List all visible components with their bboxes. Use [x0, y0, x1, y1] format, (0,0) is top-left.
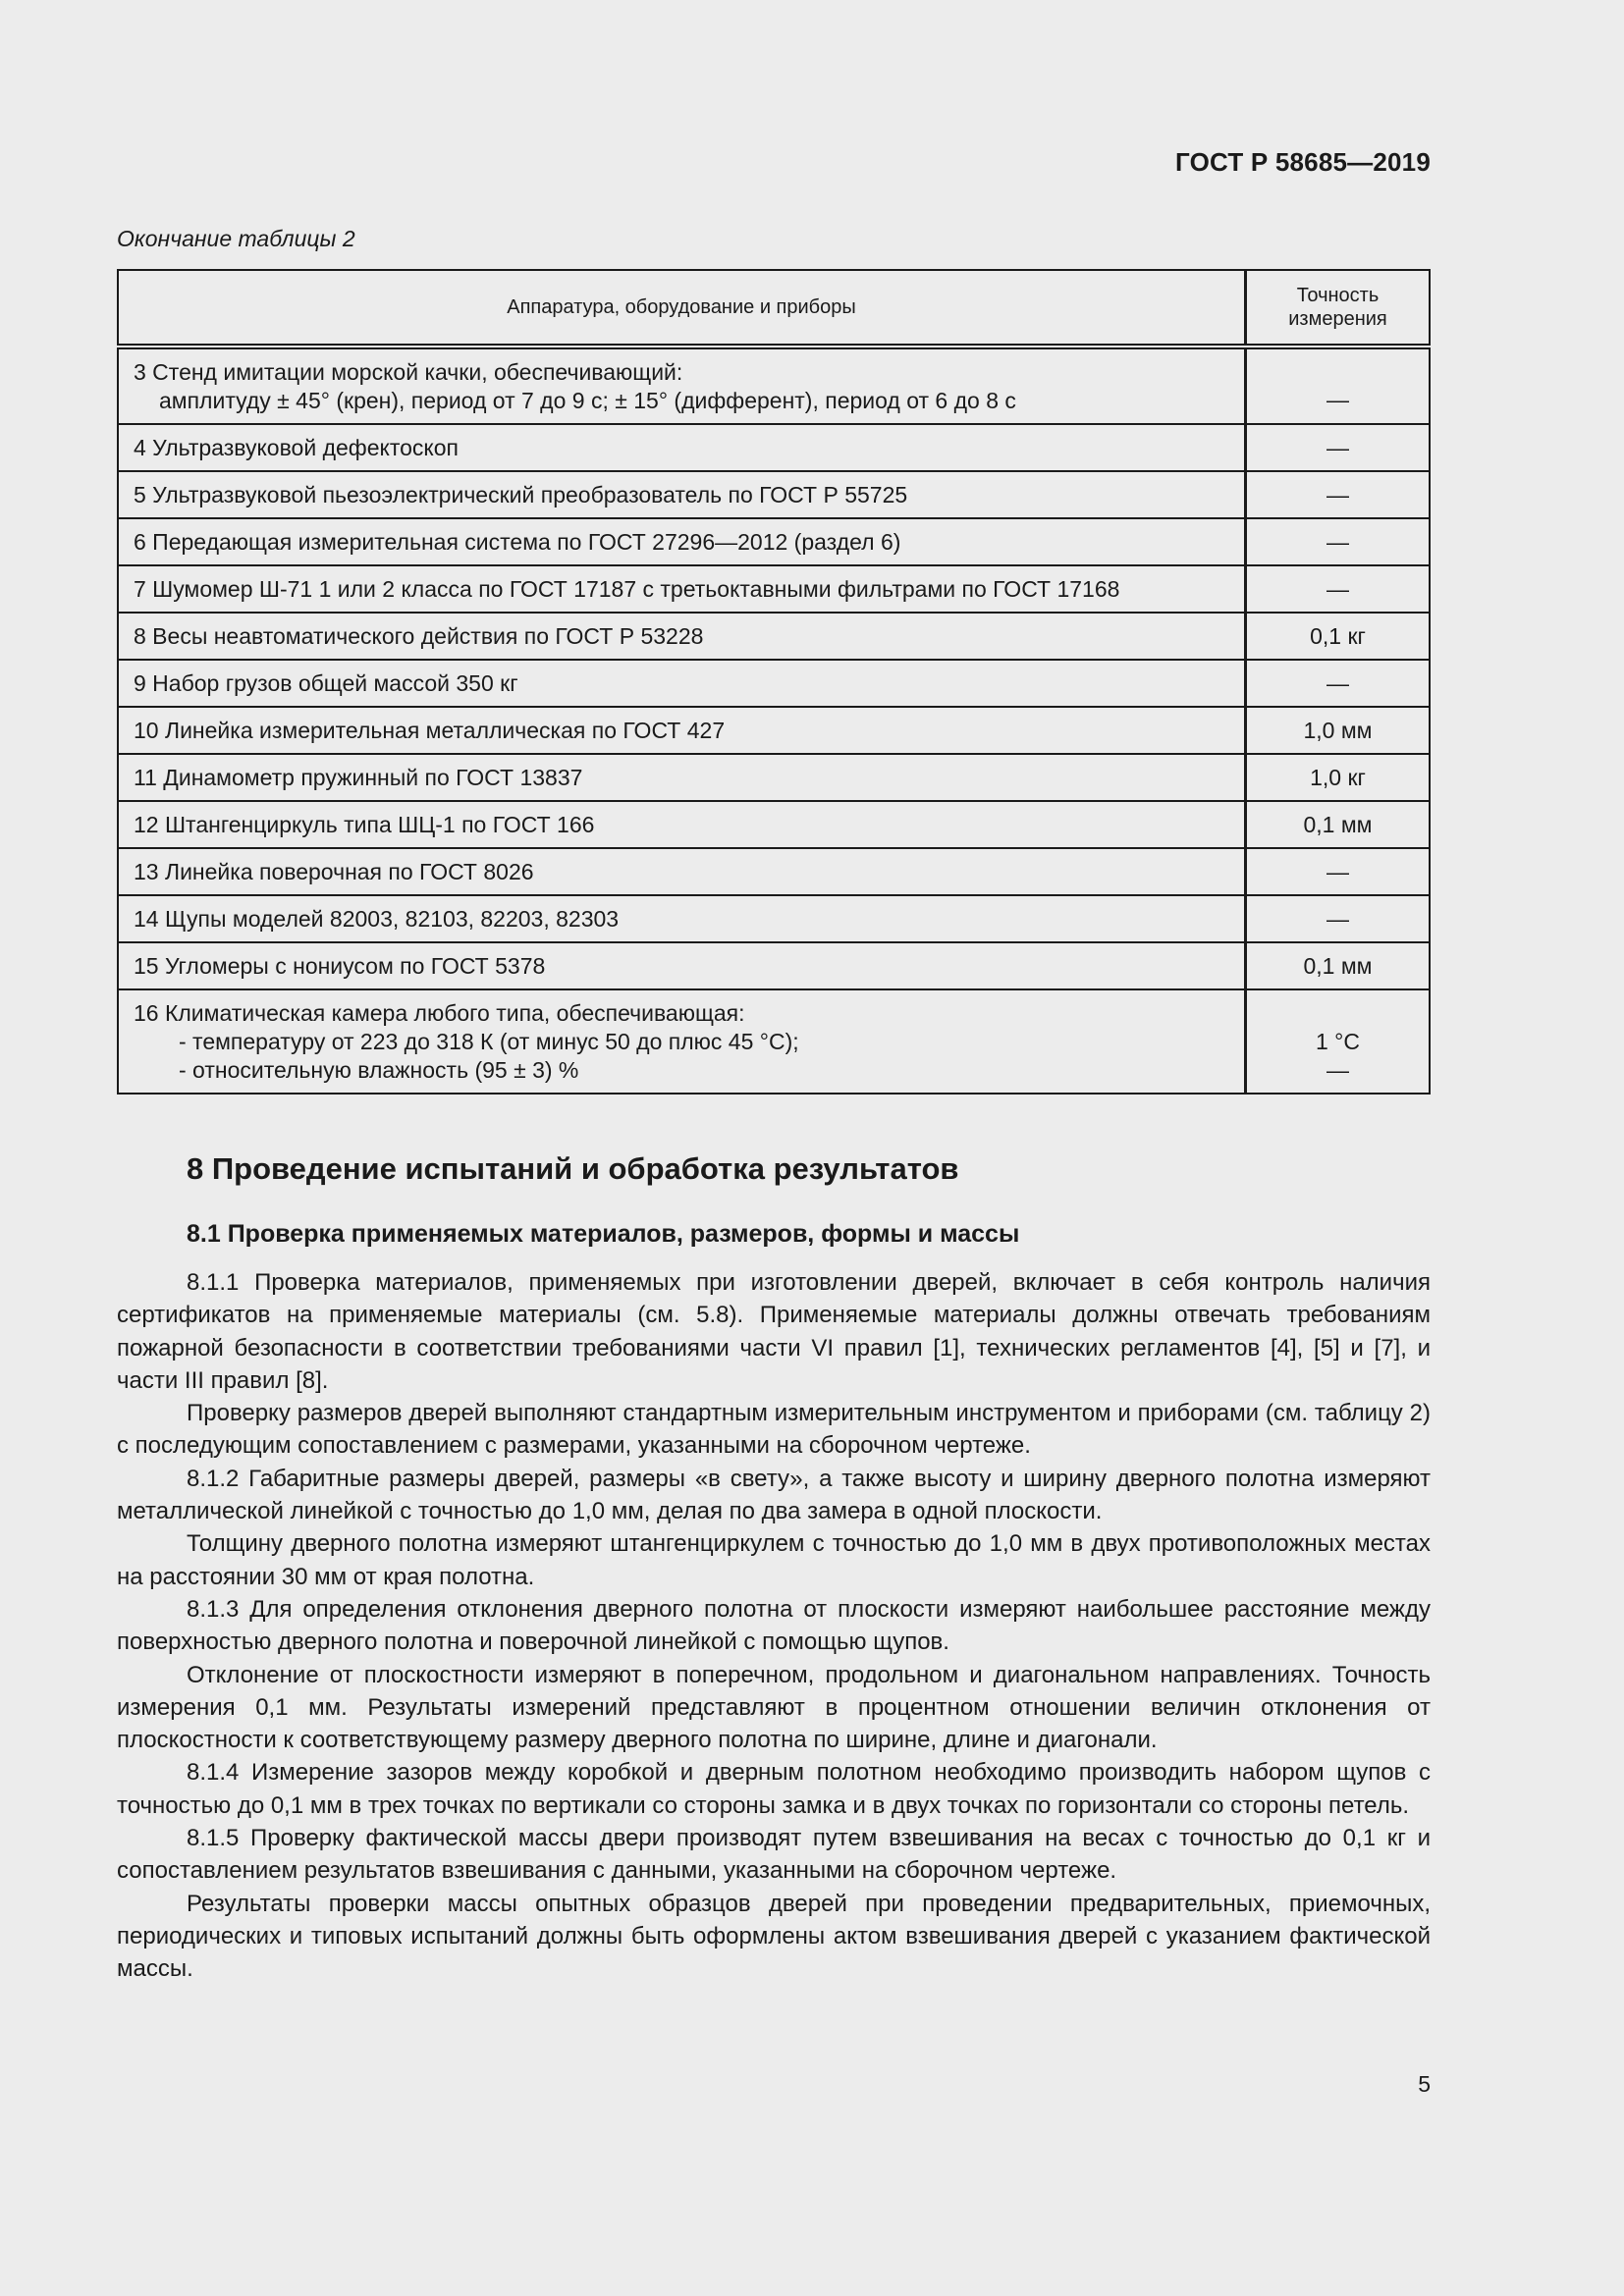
accuracy-value: —	[1246, 424, 1431, 471]
accuracy-value: —	[1246, 565, 1431, 613]
accuracy-value: —	[1246, 660, 1431, 707]
table-row	[118, 347, 1430, 424]
equipment-name: 4 Ультразвуковой дефектоскоп	[118, 424, 1246, 471]
document-code: ГОСТ Р 58685—2019	[1175, 147, 1431, 177]
table-row	[118, 518, 1430, 565]
table-row	[118, 848, 1430, 895]
accuracy-value: —	[1246, 518, 1431, 565]
section-body	[117, 1266, 1431, 1986]
table-header-row	[118, 270, 1430, 347]
paragraph: 8.1.1 Проверка материалов, применяемых при изготовлении дверей, включает в себя контроль наличия сертификатов на применяемые материалы (см. 5.8). Применяемые материалы должны отвечать требованиям пожарной безопасности в соответствии требованиями части VI правил [1], технических регламентов [4], [5] и [7], и части III правил [8].	[117, 1269, 1431, 1394]
table-row	[118, 707, 1430, 754]
equipment-name: 12 Штангенциркуль типа ШЦ-1 по ГОСТ 166	[118, 801, 1246, 848]
accuracy-value: —	[1246, 848, 1431, 895]
accuracy-value: 1,0 мм	[1246, 707, 1431, 754]
accuracy-value: 0,1 мм	[1246, 801, 1431, 848]
table-row	[118, 565, 1430, 613]
table-row	[118, 942, 1430, 989]
equipment-name: 11 Динамометр пружинный по ГОСТ 13837	[118, 754, 1246, 801]
header-accuracy-line2: измерения	[1288, 308, 1387, 330]
table-row	[118, 613, 1430, 660]
equipment-name	[118, 347, 1246, 424]
paragraph: 8.1.2 Габаритные размеры дверей, размеры «в свету», а также высоту и ширину дверного полотна измеряют металлической линейкой с точностью до 1,0 мм, делая по два замера в одной плоскости.	[117, 1465, 1431, 1525]
paragraph: Отклонение от плоскостности измеряют в поперечном, продольном и диагональном направлениях. Точность измерения 0,1 мм. Результаты измерений представляют в процентном отношении величин отклонения от плоскостности к соответствующему размеру дверного полотна по ширине, длине и диагонали.	[117, 1661, 1431, 1754]
equipment-name: 6 Передающая измерительная система по ГОСТ 27296—2012 (раздел 6)	[118, 518, 1246, 565]
equipment-name: 8 Весы неавтоматического действия по ГОСТ Р 53228	[118, 613, 1246, 660]
section-heading: 8 Проведение испытаний и обработка результатов	[187, 1151, 959, 1186]
table-row	[118, 424, 1430, 471]
equipment-name: 5 Ультразвуковой пьезоэлектрический преобразователь по ГОСТ Р 55725	[118, 471, 1246, 518]
page-number: 5	[1418, 2071, 1431, 2097]
accuracy-value: —	[1326, 387, 1349, 412]
equipment-line: амплитуду ± 45° (крен), период от 7 до 9 с; ± 15° (дифферент), период от 6 до 8 с	[159, 388, 1016, 413]
paragraph: Толщину дверного полотна измеряют штангенциркулем с точностью до 1,0 мм в двух противоположных местах на расстоянии 30 мм от края полотна.	[117, 1530, 1431, 1590]
equipment-name: 10 Линейка измерительная металлическая по ГОСТ 427	[118, 707, 1246, 754]
equipment-name: 15 Угломеры с нониусом по ГОСТ 5378	[118, 942, 1246, 989]
paragraph: Проверку размеров дверей выполняют стандартным измерительным инструментом и приборами (см. таблицу 2) с последующим сопоставлением с размерами, указанными на сборочном чертеже.	[117, 1400, 1431, 1460]
equipment-table	[117, 269, 1431, 1095]
paragraph: 8.1.5 Проверку фактической массы двери производят путем взвешивания на весах с точностью до 0,1 кг и сопоставлением результатов взвешивания с данными, указанными на сборочном чертеже.	[117, 1825, 1431, 1885]
equipment-line: - температуру от 223 до 318 К (от минус 50 до плюс 45 °С);	[179, 1029, 799, 1054]
table-caption: Окончание таблицы 2	[117, 226, 355, 251]
table-row	[118, 660, 1430, 707]
header-equipment: Аппаратура, оборудование и приборы	[118, 270, 1246, 347]
accuracy-value: 1,0 кг	[1246, 754, 1431, 801]
table-row	[118, 989, 1430, 1094]
accuracy-value: —	[1326, 1057, 1349, 1083]
equipment-line: 16 Климатическая камера любого типа, обеспечивающая:	[134, 1000, 745, 1026]
paragraph: 8.1.4 Измерение зазоров между коробкой и дверным полотном необходимо производить набором щупов с точностью до 0,1 мм в трех точках по вертикали со стороны замка и в двух точках по горизонтали со стороны петель.	[117, 1759, 1431, 1819]
equipment-name: 13 Линейка поверочная по ГОСТ 8026	[118, 848, 1246, 895]
accuracy-value: 0,1 мм	[1246, 942, 1431, 989]
equipment-line: 3 Стенд имитации морской качки, обеспечивающий:	[134, 359, 683, 385]
accuracy-value: 1 °С	[1316, 1029, 1360, 1054]
table-row	[118, 471, 1430, 518]
accuracy-value: —	[1246, 895, 1431, 942]
accuracy-value: 0,1 кг	[1246, 613, 1431, 660]
equipment-name: 9 Набор грузов общей массой 350 кг	[118, 660, 1246, 707]
equipment-name: 14 Щупы моделей 82003, 82103, 82203, 82303	[118, 895, 1246, 942]
paragraph: Результаты проверки массы опытных образцов дверей при проведении предварительных, приемочных, периодических и типовых испытаний должны быть оформлены актом взвешивания дверей с указанием фактической массы.	[117, 1890, 1431, 1983]
accuracy-cell	[1246, 347, 1431, 424]
equipment-line: - относительную влажность (95 ± 3) %	[179, 1057, 579, 1083]
paragraph: 8.1.3 Для определения отклонения дверного полотна от плоскости измеряют наибольшее расстояние между поверхностью дверного полотна и поверочной линейкой с помощью щупов.	[117, 1595, 1431, 1656]
table-row	[118, 895, 1430, 942]
equipment-name: 7 Шумомер Ш-71 1 или 2 класса по ГОСТ 17187 с третьоктавными фильтрами по ГОСТ 17168	[118, 565, 1246, 613]
subsection-heading: 8.1 Проверка применяемых материалов, размеров, формы и массы	[187, 1220, 1020, 1248]
header-accuracy	[1246, 270, 1431, 347]
accuracy-value: —	[1246, 471, 1431, 518]
equipment-name	[118, 989, 1246, 1094]
accuracy-cell	[1246, 989, 1431, 1094]
table-row	[118, 754, 1430, 801]
header-accuracy-line1: Точность	[1296, 285, 1380, 306]
table-row	[118, 801, 1430, 848]
